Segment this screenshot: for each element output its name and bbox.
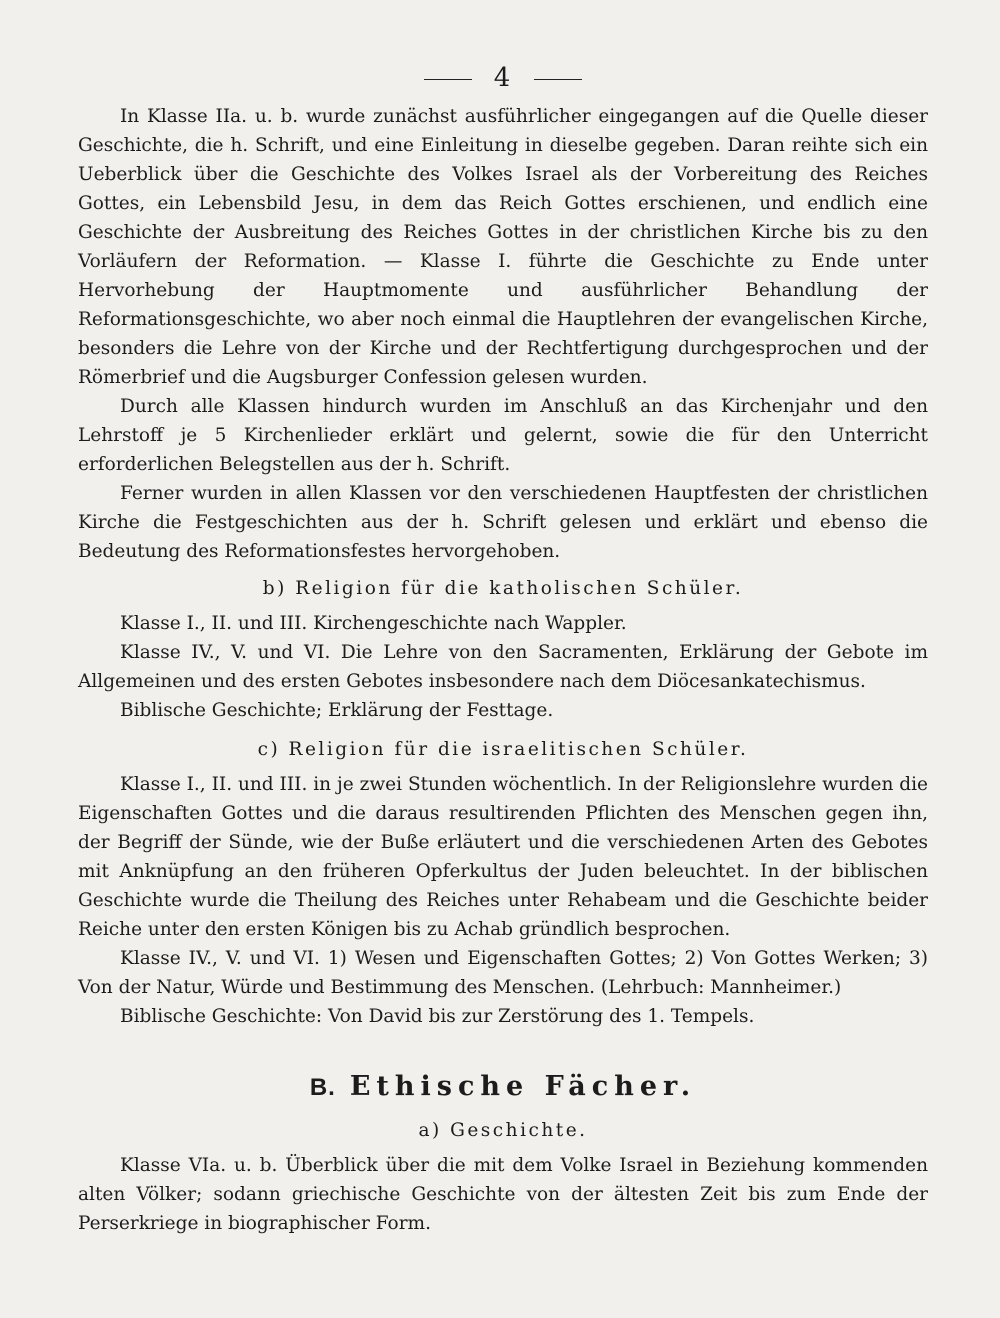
paragraph-isr-klasse-i-iii: Klasse I., II. und III. in je zwei Stunden wöchentlich. In der Religionslehre wurden die Eigenschaften Gottes und die daraus resultirenden Pflichten des Menschen gegen ihn, der Begriff der Sünde, wie der Buße erläutert und die verschiedenen Arten des Gebotes mit Anknüpfung an den früheren Opferkultus der Juden beleuchtet. In der biblischen Geschichte wurde die Theilung des Reiches unter Rehabeam und die Geschichte beider Reiche unter den ersten Königen bis zu Achab gründlich besprochen. [78,774,928,940]
paragraph-kath-klasse-i-iii: Klasse I., II. und III. Kirchengeschichte nach Wappler. [120,613,627,634]
paragraph-kath-klasse-iv-vi: Klasse IV., V. und VI. Die Lehre von den Sacramenten, Erklärung der Gebote im Allgemeinen und des ersten Gebotes insbesondere nach dem Diöcesankatechismus. [78,642,928,692]
rule-right [534,79,582,80]
document-page [78,58,928,1238]
page-number: 4 [493,63,513,93]
paragraph-isr-klasse-iv-vi: Klasse IV., V. und VI. 1) Wesen und Eigenschaften Gottes; 2) Von Gottes Werken; 3) Von der Natur, Würde und Bestimmung des Menschen. (Lehrbuch: Mannheimer.) [78,948,928,998]
heading-geschichte: a) Geschichte. [418,1120,588,1141]
paragraph-isr-biblische: Biblische Geschichte: Von David bis zur Zerstörung des 1. Tempels. [120,1006,755,1027]
page-number-line [78,58,928,98]
rule-left [424,79,472,80]
section-title: Ethische Fächer. [349,1071,697,1102]
paragraph-klasse-iia-i: In Klasse IIa. u. b. wurde zunächst ausführlicher eingegangen auf die Quelle dieser Geschichte, die h. Schrift, und eine Einleitung in dieselbe gegeben. Daran reihte sich ein Ueberblick über die Geschichte des Volkes Israel als der Vorbereitung des Reiches Gottes, ein Lebensbild Jesu, in dem das Reich Gottes erschienen, und endlich eine Geschichte der Ausbreitung des Reiches Gottes in der christlichen Kirche bis zu den Vorläufern der Reformation. — Klasse I. führte die Geschichte zu Ende unter Hervorhebung der Hauptmomente und ausführlicher Behandlung der Reformationsgeschichte, wo aber noch einmal die Hauptlehren der evangelischen Kirche, besonders die Lehre von der Kirche und der Rechtfertigung durchgesprochen und der Römerbrief und die Augsburger Confession gelesen wurden. [78,106,928,388]
section-letter: B. [309,1074,336,1101]
heading-katholisch: b) Religion für die katholischen Schüler. [262,578,744,599]
heading-israelitisch: c) Religion für die israelitischen Schüler. [257,739,749,760]
paragraph-kirchenlieder: Durch alle Klassen hindurch wurden im Anschluß an das Kirchenjahr und den Lehrstoff je 5 Kirchenlieder erklärt und gelernt, sowie die für den Unterricht erforderlichen Belegstellen aus der h. Schrift. [78,396,928,475]
paragraph-gesch-klasse-via: Klasse VIa. u. b. Überblick über die mit dem Volke Israel in Beziehung kommenden alten Völker; sodann griechische Geschichte von der ältesten Zeit bis zum Ende der Perserkriege in biographischer Form. [78,1155,928,1234]
paragraph-kath-biblische: Biblische Geschichte; Erklärung der Festtage. [120,700,554,721]
paragraph-festgeschichten: Ferner wurden in allen Klassen vor den verschiedenen Hauptfesten der christlichen Kirche die Festgeschichten aus der h. Schrift gelesen und erklärt und ebenso die Bedeutung des Reformationsfestes hervorgehoben. [78,483,928,562]
section-heading-b [78,1067,928,1108]
